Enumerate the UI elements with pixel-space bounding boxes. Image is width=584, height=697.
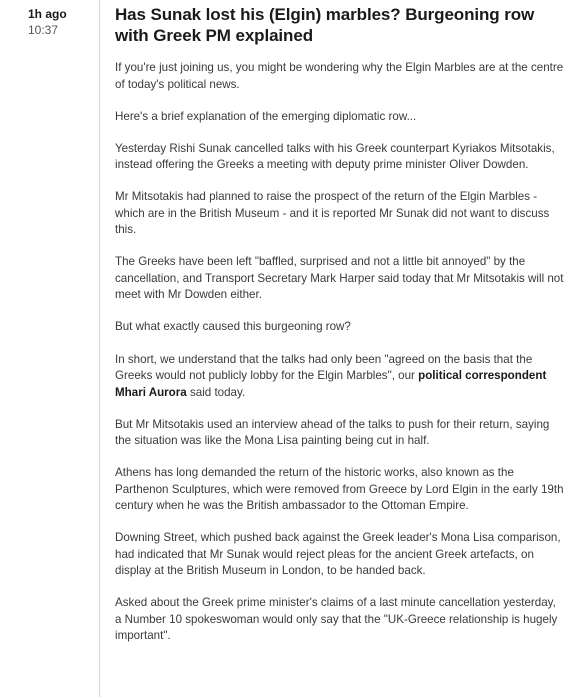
post-body: [115, 60, 565, 645]
paragraph: Asked about the Greek prime minister's claims of a last minute cancellation yesterday, a Number 10 spokeswoman would only say that the "UK-Greece relationship is hugely important".: [115, 596, 558, 643]
paragraph: Downing Street, which pushed back against the Greek leader's Mona Lisa comparison, had indicated that Mr Sunak would reject pleas for the ancient Greek artefacts, on display at the British Museum in London, to be handed back.: [115, 531, 561, 578]
paragraph-text: said today.: [186, 385, 246, 399]
time-ago: 1h ago: [28, 7, 67, 21]
paragraph: But what exactly caused this burgeoning row?: [115, 320, 351, 334]
paragraph-text: In short, we understand that the talks had only been "agreed on the basis that the Greeks would not publicly lobby for the Elgin Marbles", our: [115, 352, 533, 383]
post-timestamp: [28, 6, 88, 38]
post-time: 10:37: [28, 23, 59, 37]
live-blog-post: [115, 4, 565, 661]
paragraph: Athens has long demanded the return of the historic works, also known as the Parthenon Sculptures, which were removed from Greece by Lord Elgin in the early 19th century when he was the British ambassador to the Ottoman Empire.: [115, 466, 564, 513]
correspondent-link[interactable]: political correspondent Mhari Aurora: [115, 369, 547, 399]
timeline-divider: [99, 0, 100, 697]
post-title: Has Sunak lost his (Elgin) marbles? Burgeoning row with Greek PM explained: [115, 5, 535, 45]
paragraph: But Mr Mitsotakis used an interview ahead of the talks to push for their return, saying the situation was like the Mona Lisa painting being cut in half.: [115, 417, 550, 448]
paragraph: If you're just joining us, you might be wondering why the Elgin Marbles are at the centre of today's political news.: [115, 61, 564, 91]
paragraph: Mr Mitsotakis had planned to raise the prospect of the return of the Elgin Marbles - which are in the British Museum - and it is reported Mr Sunak did not want to discuss this.: [115, 190, 550, 237]
paragraph: Here's a brief explanation of the emerging diplomatic row...: [115, 109, 417, 123]
paragraph: Yesterday Rishi Sunak cancelled talks with his Greek counterpart Kyriakos Mitsotakis, instead offering the Greeks a meeting with deputy prime minister Oliver Dowden.: [115, 141, 555, 172]
paragraph-with-link: [115, 352, 565, 402]
paragraph: The Greeks have been left "baffled, surprised and not a little bit annoyed" by the cancellation, and Transport Secretary Mark Harper said today that Mr Mitsotakis will not meet with Mr Dowden either.: [115, 255, 564, 302]
